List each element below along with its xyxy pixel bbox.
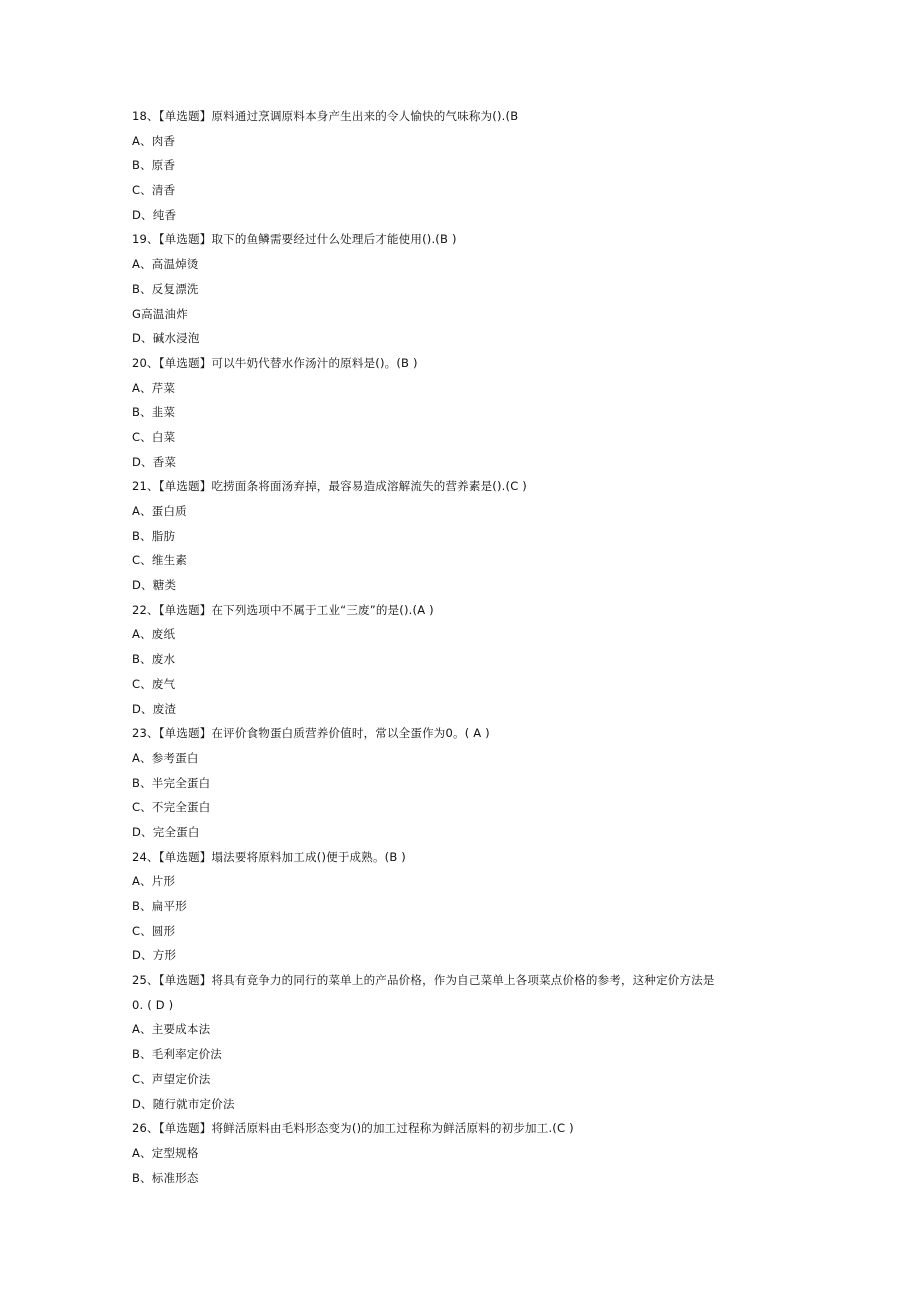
answer-option: B、原香: [132, 158, 176, 173]
answer-option: A、蛋白质: [132, 504, 187, 518]
question-text: 26、【单选题】将鲜活原料由毛料形态变为()的加工过程称为鲜活原料的初步加工.(C ): [132, 1121, 574, 1136]
answer-option: B、韭菜: [132, 405, 176, 420]
answer-option: A、片形: [132, 874, 176, 889]
answer-option: A、参考蛋白: [132, 750, 199, 765]
answer-option: D、香菜: [132, 454, 177, 469]
answer-option: B、扁平形: [132, 899, 187, 913]
question-text: 21、【单选题】吃捞面条将面汤弃掉，最容易造成溶解流失的营养素是().(C ): [132, 479, 527, 494]
answer-option: B、半完全蛋白: [132, 775, 211, 790]
answer-option: B、废水: [132, 652, 176, 667]
answer-option: D、废渣: [132, 701, 177, 716]
answer-option: B、反复漂洗: [132, 281, 199, 296]
answer-option: B、标准形态: [132, 1170, 199, 1185]
answer-option: D、纯香: [132, 207, 177, 222]
answer-option: A、芹菜: [132, 380, 176, 395]
question-text: 24、【单选题】塌法要将原料加工成()便于成熟。(B ): [132, 849, 406, 864]
answer-option: D、糖类: [132, 578, 177, 593]
answer-option: A、定型规格: [132, 1145, 199, 1160]
question-text: 20、【单选题】可以牛奶代替水作汤汁的原料是()。(B ): [132, 355, 418, 370]
answer-option: A、主要成本法: [132, 1022, 211, 1037]
answer-option: D、方形: [132, 948, 177, 963]
answer-option: C、不完全蛋白: [132, 800, 211, 815]
answer-option: C、声望定价法: [132, 1071, 211, 1086]
question-list: [132, 104, 772, 1190]
answer-option: D、碱水浸泡: [132, 331, 200, 346]
question-text: 23、【单选题】在评价食物蛋白质营养价值时，常以全蛋作为0。( A ): [132, 726, 490, 741]
answer-option: D、随行就市定价法: [132, 1096, 235, 1111]
question-text: 25、【单选题】将具有竞争力的同行的菜单上的产品价格，作为自己菜单上各项菜点价格的参考，这种定价方法是: [132, 973, 715, 988]
answer-option: B、脂肪: [132, 528, 176, 543]
answer-option: G高温油炸: [132, 306, 188, 321]
answer-option: C、圆形: [132, 923, 176, 938]
answer-option: B、毛利率定价法: [132, 1047, 222, 1062]
answer-option: C、废气: [132, 676, 176, 691]
question-text: 22、【单选题】在下列选项中不属于工业“三废”的是().(A ): [132, 602, 434, 617]
answer-option: A、高温焯烫: [132, 257, 199, 272]
question-text: 0. ( D ): [132, 997, 174, 1012]
answer-option: A、肉香: [132, 133, 176, 148]
answer-option: C、维生素: [132, 553, 188, 568]
answer-option: C、清香: [132, 183, 176, 198]
answer-option: C、白菜: [132, 429, 176, 444]
answer-option: D、完全蛋白: [132, 824, 200, 839]
question-text: 18、【单选题】原料通过烹调原料本身产生出来的令人愉快的气味称为().(B: [132, 109, 519, 123]
answer-option: A、废纸: [132, 627, 176, 642]
question-text: 19、【单选题】取下的鱼鳞需要经过什么处理后才能使用().(B ): [132, 232, 457, 247]
